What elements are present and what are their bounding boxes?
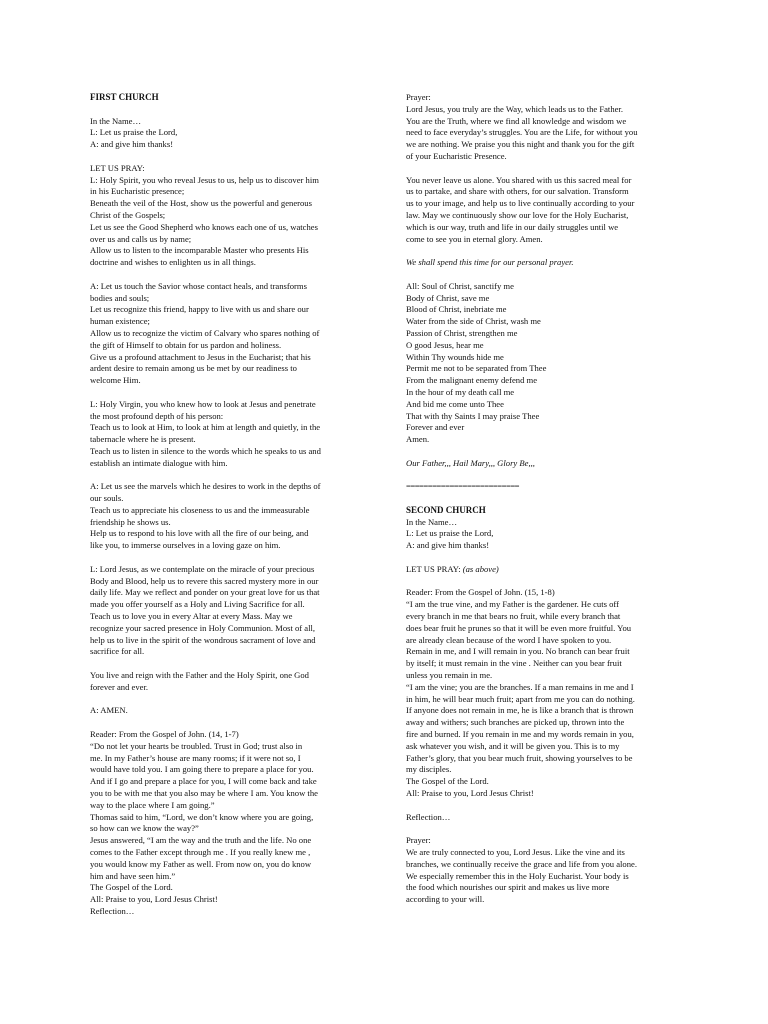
- soul-of-christ-prayer: [406, 281, 688, 446]
- gospel-line: All: Praise to you, Lord Jesus Christ!: [406, 788, 534, 799]
- text-line: friendship he shows us.: [90, 516, 171, 527]
- gospel-line: The Gospel of the Lord.: [406, 776, 489, 787]
- text-line: bodies and souls;: [90, 292, 150, 303]
- text-line: over us and calls us by name;: [90, 233, 192, 244]
- text-line: like you, to immerse ourselves in a loving gaze on him.: [90, 540, 281, 551]
- text-line: daily life. May we reflect and ponder on your great love for us that: [90, 587, 320, 598]
- text-line: tabernacle where he is present.: [90, 434, 196, 445]
- prayer-section: [406, 92, 688, 245]
- paragraph: [90, 281, 366, 387]
- gospel-line: my disciples.: [406, 764, 452, 775]
- gospel-line: Reader: From the Gospel of John. (15, 1-8): [406, 587, 555, 598]
- personal-prayer-line: We shall spend this time for our personal prayer.: [406, 257, 574, 268]
- text-line: You never leave us alone. You shared with us this sacred meal for: [406, 174, 632, 185]
- separator-line: ==========================: [406, 481, 520, 492]
- text-line: A: Let us touch the Savior whose contact heals, and transforms: [90, 280, 307, 291]
- text-line: Prayer:: [406, 92, 431, 102]
- text-line: establish an intimate dialogue with him.: [90, 457, 228, 468]
- gospel-line: Remain in me, and I will remain in you. No branch can bear fruit: [406, 646, 630, 657]
- text-line: Allow us to listen to the incomparable Master who presents His: [90, 245, 309, 256]
- prayer-line: In the hour of my death call me: [406, 386, 515, 397]
- text-line: A: and give him thanks!: [90, 139, 174, 150]
- text-line: forever and ever.: [90, 681, 148, 692]
- gospel-line: fire and burned. If you remain in me and my words remain in you,: [406, 729, 634, 740]
- text-line: Teach us to love you in every Altar at every Mass. May we: [90, 611, 293, 622]
- text-line: Give us a profound attachment to Jesus in the Eucharist; that his: [90, 351, 311, 362]
- prayer-line: Water from the side of Christ, wash me: [406, 316, 541, 327]
- reflection-second: [406, 812, 688, 824]
- text-line: In the Name…: [406, 516, 458, 527]
- text-line: doctrine and wishes to enlighten us in all things.: [90, 257, 256, 268]
- text-line: we are nothing. We praise you this night and thank you for the gift: [406, 139, 635, 150]
- text-line: In the Name…: [90, 115, 142, 126]
- gospel-line: by itself; it must remain in the vine . Neither can you bear fruit: [406, 658, 622, 669]
- text-line: human existence;: [90, 316, 150, 327]
- prayer-line: according to your will.: [406, 894, 485, 905]
- paragraph: [90, 670, 366, 694]
- let-us-pray-label: LET US PRAY:: [406, 563, 463, 574]
- prayer-line: And bid me come unto Thee: [406, 398, 504, 409]
- gospel-line: does bear fruit he prunes so that it will be even more fruitful. You: [406, 622, 632, 633]
- reflection-line: Reflection…: [406, 811, 451, 822]
- text-line: Teach us to listen in silence to the words which he speaks to us and: [90, 445, 321, 456]
- text-line: Teach us to look at Him, to look at him at length and quietly, in the: [90, 422, 321, 433]
- right-column: [406, 92, 688, 918]
- prayer-line: We are truly connected to you, Lord Jesus. Like the vine and its: [406, 847, 625, 857]
- prayer-line: From the malignant enemy defend me: [406, 375, 538, 386]
- text-line: The Gospel of the Lord.: [90, 882, 173, 893]
- text-line: Reflection…: [90, 905, 135, 916]
- text-line: Let us see the Good Shepherd who knows each one of us, watches: [90, 221, 318, 232]
- text-line: Help us to respond to his love with all the fire of our being, and: [90, 528, 309, 539]
- text-line: welcome Him.: [90, 375, 141, 386]
- prayer-line: Permit me not to be separated from Thee: [406, 363, 547, 374]
- text-line: help us to live in the spirit of the wondrous sacrament of love and: [90, 634, 316, 645]
- first-church-heading: FIRST CHURCH: [90, 92, 159, 102]
- text-line: you would know my Father as well. From now on, you do know: [90, 858, 312, 869]
- text-line: ardent desire to remain among us be met by our readiness to: [90, 363, 297, 374]
- gospel-line: are already clean because of the word I have spoken to you.: [406, 634, 612, 645]
- gospel-line: Father’s glory, that you bear much fruit, showing yourselves to be: [406, 752, 633, 763]
- text-line: Christ of the Gospels;: [90, 209, 166, 220]
- second-church-prayer: [406, 835, 688, 906]
- paragraph: [90, 481, 366, 552]
- text-line: A: Let us see the marvels which he desires to work in the depths of: [90, 481, 321, 492]
- text-line: need to face everyday’s struggles. You are the Life, for without you: [406, 127, 638, 138]
- prayer-line: branches, we continually receive the grace and life from you alone.: [406, 858, 637, 869]
- text-line: L: Holy Virgin, you who knew how to look at Jesus and penetrate: [90, 398, 316, 409]
- prayer-line: the food which nourishes our spirit and makes us live more: [406, 882, 610, 893]
- paragraph: [90, 705, 366, 717]
- text-line: which is our way, truth and life in our daily struggles until we: [406, 221, 619, 232]
- gospel-line: “I am the vine; you are the branches. If a man remains in me and I: [406, 681, 634, 692]
- second-church-heading: SECOND CHURCH: [406, 504, 486, 515]
- prayer-line: Amen.: [406, 434, 430, 445]
- our-father-line: Our Father,,, Hail Mary,,, Glory Be,,,: [406, 457, 535, 468]
- text-line: A: and give him thanks!: [406, 540, 490, 551]
- text-line: me. In my Father’s house are many rooms; if it were not so, I: [90, 752, 301, 763]
- text-line: Allow us to recognize the victim of Calvary who spares nothing of: [90, 327, 320, 338]
- paragraph: [90, 399, 366, 470]
- prayer-line: Forever and ever: [406, 422, 465, 433]
- text-line: L: Let us praise the Lord,: [406, 528, 494, 539]
- prayer-line: Body of Christ, save me: [406, 292, 490, 303]
- gospel-line: away and withers; such branches are picked up, thrown into the: [406, 717, 625, 728]
- let-us-pray-second: [406, 564, 688, 576]
- text-line: us to partake, and share with others, for our salvation. Transform: [406, 186, 629, 197]
- text-line: Teach us to appreciate his closeness to us and the immeasurable: [90, 504, 310, 515]
- as-above-note: (as above): [462, 563, 499, 574]
- left-column: [90, 92, 366, 930]
- our-father-note: [406, 458, 688, 470]
- gospel-line: “I am the true vine, and my Father is the gardener. He cuts off: [406, 599, 619, 610]
- text-line: in his Eucharistic presence;: [90, 186, 185, 197]
- paragraph: [90, 729, 366, 918]
- second-church-opening: [406, 517, 688, 552]
- text-line: L: Let us praise the Lord,: [90, 127, 178, 138]
- text-line: come to see you in eternal glory. Amen.: [406, 233, 543, 244]
- text-line: you to be with me that you also may be where I am. You know the: [90, 788, 318, 799]
- text-line: Beneath the veil of the Host, show us the powerful and generous: [90, 198, 312, 209]
- prayer-line: Within Thy wounds hide me: [406, 351, 504, 362]
- text-line: You are the Truth, where we find all knowledge and wisdom we: [406, 115, 627, 126]
- text-line: made you offer yourself as a Holy and Living Sacrifice for all.: [90, 599, 305, 610]
- text-line: LET US PRAY:: [90, 162, 145, 173]
- gospel-line: ask whatever you wish, and it will be given you. This is to my: [406, 740, 620, 751]
- personal-prayer-note: [406, 257, 688, 269]
- text-line: Body and Blood, help us to revere this sacred mystery more in our: [90, 575, 319, 586]
- text-line: Jesus answered, “I am the way and the truth and the life. No one: [90, 835, 312, 846]
- gospel-line: every branch in me that bears no fruit, while every branch that: [406, 611, 621, 622]
- text-line: Thomas said to him, “Lord, we don’t know where you are going,: [90, 811, 314, 822]
- prayer-line: Passion of Christ, strengthen me: [406, 327, 518, 338]
- text-line: You live and reign with the Father and the Holy Spirit, one God: [90, 670, 309, 681]
- separator: [406, 481, 688, 493]
- prayer-line: Prayer:: [406, 835, 431, 846]
- gospel-john-15: [406, 587, 688, 799]
- text-line: Reader: From the Gospel of John. (14, 1-7): [90, 729, 239, 740]
- text-line: sacrifice for all.: [90, 646, 145, 657]
- text-line: Lord Jesus, you truly are the Way, which leads us to the Father.: [406, 103, 623, 114]
- paragraph: [90, 163, 366, 269]
- text-line: the most profound depth of his person:: [90, 410, 224, 421]
- gospel-line: in him, he will bear much fruit; apart from me you can do nothing.: [406, 693, 635, 704]
- prayer-line: We especially remember this in the Holy Eucharist. Your body is: [406, 870, 629, 881]
- paragraph: [406, 92, 688, 163]
- prayer-line: That with thy Saints I may praise Thee: [406, 410, 540, 421]
- text-line: L: Lord Jesus, as we contemplate on the miracle of your precious: [90, 563, 315, 574]
- prayer-line: All: Soul of Christ, sanctify me: [406, 280, 514, 291]
- text-line: him and have seen him.”: [90, 870, 176, 881]
- text-line: would have told you. I am going there to prepare a place for you.: [90, 764, 314, 775]
- prayer-line: O good Jesus, hear me: [406, 339, 484, 350]
- prayer-line: Blood of Christ, inebriate me: [406, 304, 507, 315]
- text-line: Let us recognize this friend, happy to live with us and share our: [90, 304, 309, 315]
- text-line: our souls.: [90, 493, 124, 504]
- text-line: way to the place where I am going.”: [90, 799, 215, 810]
- text-line: recognize your sacred presence in Holy Communion. Most of all,: [90, 622, 316, 633]
- paragraph: [90, 116, 366, 151]
- text-line: comes to the Father except through me . If you really knew me ,: [90, 847, 311, 857]
- text-line: All: Praise to you, Lord Jesus Christ!: [90, 894, 218, 905]
- text-line: law. May we continuously show our love for the Holy Eucharist,: [406, 209, 629, 220]
- first-church-text: [90, 116, 366, 918]
- text-line: of your Eucharistic Presence.: [406, 150, 507, 161]
- paragraph: [406, 175, 688, 246]
- text-line: so how can we know the way?”: [90, 823, 199, 834]
- text-line: us to your image, and help us to live continually according to your: [406, 198, 635, 209]
- text-line: L: Holy Spirit, you who reveal Jesus to us, help us to discover him: [90, 174, 319, 185]
- let-us-pray-line: [406, 564, 688, 576]
- paragraph: [90, 564, 366, 658]
- text-line: And if I go and prepare a place for you, I will come back and take: [90, 776, 317, 787]
- text-line: the gift of Himself to obtain for us pardon and holiness.: [90, 339, 282, 350]
- gospel-line: unless you remain in me.: [406, 670, 493, 681]
- text-line: “Do not let your hearts be troubled. Trust in God; trust also in: [90, 740, 303, 751]
- gospel-line: If anyone does not remain in me, he is like a branch that is thrown: [406, 705, 634, 716]
- text-line: A: AMEN.: [90, 705, 128, 716]
